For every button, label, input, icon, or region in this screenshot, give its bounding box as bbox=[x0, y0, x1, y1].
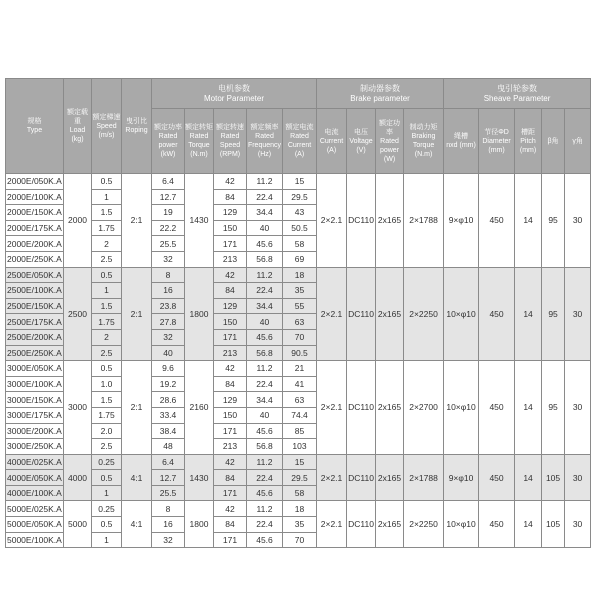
rated-frequency-cell: 22.4 bbox=[247, 517, 283, 533]
rated-torque-cell: 1430 bbox=[185, 174, 214, 268]
type-cell: 3000E/200K.A bbox=[6, 423, 64, 439]
brake-power-cell: 2x165 bbox=[376, 361, 404, 455]
rated-speed-cell: 42 bbox=[214, 454, 247, 470]
type-cell: 4000E/100K.A bbox=[6, 485, 64, 501]
rated-power-cell: 48 bbox=[152, 439, 185, 455]
rated-frequency-cell: 22.4 bbox=[247, 470, 283, 486]
rated-current-cell: 18 bbox=[283, 267, 317, 283]
speed-cell: 2 bbox=[92, 236, 122, 252]
rated-frequency-cell: 22.4 bbox=[247, 189, 283, 205]
diameter-cell: 450 bbox=[479, 267, 515, 361]
rated-frequency-cell: 11.2 bbox=[247, 267, 283, 283]
rated-speed-cell: 84 bbox=[214, 376, 247, 392]
rated-power-cell: 12.7 bbox=[152, 470, 185, 486]
rated-current-cell: 29.5 bbox=[283, 470, 317, 486]
rated-current-cell: 41 bbox=[283, 376, 317, 392]
load-cell: 3000 bbox=[64, 361, 92, 455]
roping-cell: 2:1 bbox=[122, 174, 152, 268]
header-brake-power: 额定功率 Rated power (W) bbox=[376, 109, 404, 174]
rated-current-cell: 15 bbox=[283, 174, 317, 190]
load-cell: 5000 bbox=[64, 501, 92, 548]
braking-torque-cell: 2×2250 bbox=[404, 267, 444, 361]
pitch-cell: 14 bbox=[515, 267, 542, 361]
beta-angle-cell: 95 bbox=[542, 267, 565, 361]
rated-current-cell: 63 bbox=[283, 392, 317, 408]
brake-power-cell: 2x165 bbox=[376, 454, 404, 501]
rated-power-cell: 8 bbox=[152, 501, 185, 517]
rated-power-cell: 32 bbox=[152, 532, 185, 548]
pitch-cell: 14 bbox=[515, 454, 542, 501]
rated-frequency-cell: 40 bbox=[247, 407, 283, 423]
rated-speed-cell: 84 bbox=[214, 517, 247, 533]
rated-frequency-cell: 45.6 bbox=[247, 236, 283, 252]
beta-angle-cell: 105 bbox=[542, 454, 565, 501]
rated-speed-cell: 42 bbox=[214, 267, 247, 283]
grooves-cell: 9×φ10 bbox=[444, 174, 479, 268]
pitch-cell: 14 bbox=[515, 174, 542, 268]
brake-current-cell: 2×2.1 bbox=[317, 361, 347, 455]
rated-frequency-cell: 45.6 bbox=[247, 423, 283, 439]
header-braking-torque: 制动力矩 Braking Torque (N.m) bbox=[404, 109, 444, 174]
rated-frequency-cell: 34.4 bbox=[247, 298, 283, 314]
brake-voltage-cell: DC110 bbox=[347, 454, 376, 501]
rated-power-cell: 22.2 bbox=[152, 220, 185, 236]
type-cell: 2500E/100K.A bbox=[6, 283, 64, 299]
speed-cell: 1.5 bbox=[92, 392, 122, 408]
rated-current-cell: 58 bbox=[283, 236, 317, 252]
rated-current-cell: 43 bbox=[283, 205, 317, 221]
type-cell: 5000E/050K.A bbox=[6, 517, 64, 533]
table-row bbox=[6, 501, 591, 517]
grooves-cell: 9×φ10 bbox=[444, 454, 479, 501]
header-pitch: 槽距 Pitch (mm) bbox=[515, 109, 542, 174]
brake-power-cell: 2x165 bbox=[376, 501, 404, 548]
load-cell: 4000 bbox=[64, 454, 92, 501]
rated-power-cell: 12.7 bbox=[152, 189, 185, 205]
rated-current-cell: 63 bbox=[283, 314, 317, 330]
type-cell: 2500E/150K.A bbox=[6, 298, 64, 314]
rated-current-cell: 15 bbox=[283, 454, 317, 470]
rated-power-cell: 6.4 bbox=[152, 174, 185, 190]
type-cell: 4000E/050K.A bbox=[6, 470, 64, 486]
rated-frequency-cell: 11.2 bbox=[247, 454, 283, 470]
header-brake-current: 电流 Current (A) bbox=[317, 109, 347, 174]
rated-frequency-cell: 45.6 bbox=[247, 485, 283, 501]
rated-current-cell: 21 bbox=[283, 361, 317, 377]
rated-power-cell: 27.8 bbox=[152, 314, 185, 330]
rated-power-cell: 33.4 bbox=[152, 407, 185, 423]
rated-speed-cell: 150 bbox=[214, 314, 247, 330]
brake-current-cell: 2×2.1 bbox=[317, 501, 347, 548]
brake-current-cell: 2×2.1 bbox=[317, 174, 347, 268]
type-cell: 3000E/150K.A bbox=[6, 392, 64, 408]
speed-cell: 1 bbox=[92, 283, 122, 299]
type-cell: 2500E/200K.A bbox=[6, 329, 64, 345]
header-speed: 额定梯速 Speed (m/s) bbox=[92, 79, 122, 174]
rated-torque-cell: 1800 bbox=[185, 501, 214, 548]
rated-power-cell: 32 bbox=[152, 329, 185, 345]
rated-speed-cell: 213 bbox=[214, 345, 247, 361]
rated-power-cell: 19.2 bbox=[152, 376, 185, 392]
header-rated-frequency: 额定频率 Rated Frequency (Hz) bbox=[247, 109, 283, 174]
rated-current-cell: 70 bbox=[283, 532, 317, 548]
rated-speed-cell: 150 bbox=[214, 220, 247, 236]
rated-frequency-cell: 22.4 bbox=[247, 376, 283, 392]
rated-torque-cell: 1430 bbox=[185, 454, 214, 501]
speed-cell: 1 bbox=[92, 189, 122, 205]
rated-speed-cell: 213 bbox=[214, 251, 247, 267]
rated-power-cell: 38.4 bbox=[152, 423, 185, 439]
rated-speed-cell: 213 bbox=[214, 439, 247, 455]
type-cell: 2500E/175K.A bbox=[6, 314, 64, 330]
rated-speed-cell: 150 bbox=[214, 407, 247, 423]
rated-current-cell: 50.5 bbox=[283, 220, 317, 236]
speed-cell: 1 bbox=[92, 532, 122, 548]
pitch-cell: 14 bbox=[515, 361, 542, 455]
speed-cell: 2.5 bbox=[92, 251, 122, 267]
rated-speed-cell: 42 bbox=[214, 174, 247, 190]
rated-power-cell: 25.5 bbox=[152, 485, 185, 501]
speed-cell: 0.5 bbox=[92, 361, 122, 377]
type-cell: 2500E/250K.A bbox=[6, 345, 64, 361]
diameter-cell: 450 bbox=[479, 501, 515, 548]
header-rated-torque: 额定转矩 Rated Torque (N.m) bbox=[185, 109, 214, 174]
grooves-cell: 10×φ10 bbox=[444, 267, 479, 361]
rated-speed-cell: 171 bbox=[214, 485, 247, 501]
rated-power-cell: 16 bbox=[152, 283, 185, 299]
table-row bbox=[6, 454, 591, 470]
braking-torque-cell: 2×1788 bbox=[404, 454, 444, 501]
type-cell: 2000E/250K.A bbox=[6, 251, 64, 267]
table-row bbox=[6, 361, 591, 377]
type-cell: 2000E/100K.A bbox=[6, 189, 64, 205]
rated-frequency-cell: 34.4 bbox=[247, 392, 283, 408]
rated-speed-cell: 84 bbox=[214, 283, 247, 299]
rated-speed-cell: 171 bbox=[214, 423, 247, 439]
roping-cell: 4:1 bbox=[122, 501, 152, 548]
braking-torque-cell: 2×2250 bbox=[404, 501, 444, 548]
diameter-cell: 450 bbox=[479, 174, 515, 268]
grooves-cell: 10×φ10 bbox=[444, 501, 479, 548]
brake-power-cell: 2x165 bbox=[376, 267, 404, 361]
rated-speed-cell: 42 bbox=[214, 361, 247, 377]
rated-speed-cell: 129 bbox=[214, 298, 247, 314]
braking-torque-cell: 2×1788 bbox=[404, 174, 444, 268]
brake-current-cell: 2×2.1 bbox=[317, 454, 347, 501]
rated-frequency-cell: 34.4 bbox=[247, 205, 283, 221]
speed-cell: 2.0 bbox=[92, 423, 122, 439]
header-load: 额定载重 Load (kg) bbox=[64, 79, 92, 174]
rated-speed-cell: 129 bbox=[214, 392, 247, 408]
speed-cell: 1.5 bbox=[92, 205, 122, 221]
speed-cell: 0.5 bbox=[92, 470, 122, 486]
load-cell: 2500 bbox=[64, 267, 92, 361]
rated-current-cell: 74.4 bbox=[283, 407, 317, 423]
rated-torque-cell: 1800 bbox=[185, 267, 214, 361]
rated-current-cell: 58 bbox=[283, 485, 317, 501]
rated-power-cell: 40 bbox=[152, 345, 185, 361]
rated-power-cell: 32 bbox=[152, 251, 185, 267]
rated-speed-cell: 171 bbox=[214, 329, 247, 345]
rated-current-cell: 85 bbox=[283, 423, 317, 439]
rated-power-cell: 9.6 bbox=[152, 361, 185, 377]
rated-speed-cell: 171 bbox=[214, 236, 247, 252]
speed-cell: 1.0 bbox=[92, 376, 122, 392]
rated-frequency-cell: 56.8 bbox=[247, 439, 283, 455]
spec-table-container bbox=[5, 78, 590, 548]
header-motor-group: 电机参数 Motor Parameter bbox=[152, 79, 317, 109]
rated-frequency-cell: 11.2 bbox=[247, 361, 283, 377]
rated-torque-cell: 2160 bbox=[185, 361, 214, 455]
roping-cell: 2:1 bbox=[122, 361, 152, 455]
traction-machine-spec-table bbox=[5, 78, 591, 548]
grooves-cell: 10×φ10 bbox=[444, 361, 479, 455]
gamma-angle-cell: 30 bbox=[565, 501, 591, 548]
rated-current-cell: 35 bbox=[283, 517, 317, 533]
type-cell: 3000E/050K.A bbox=[6, 361, 64, 377]
speed-cell: 1.75 bbox=[92, 314, 122, 330]
rated-speed-cell: 42 bbox=[214, 501, 247, 517]
brake-current-cell: 2×2.1 bbox=[317, 267, 347, 361]
type-cell: 4000E/025K.A bbox=[6, 454, 64, 470]
rated-current-cell: 55 bbox=[283, 298, 317, 314]
rated-current-cell: 35 bbox=[283, 283, 317, 299]
brake-power-cell: 2x165 bbox=[376, 174, 404, 268]
speed-cell: 0.5 bbox=[92, 517, 122, 533]
beta-angle-cell: 105 bbox=[542, 501, 565, 548]
rated-frequency-cell: 45.6 bbox=[247, 329, 283, 345]
brake-voltage-cell: DC110 bbox=[347, 361, 376, 455]
speed-cell: 2.5 bbox=[92, 439, 122, 455]
rated-frequency-cell: 56.8 bbox=[247, 345, 283, 361]
type-cell: 2500E/050K.A bbox=[6, 267, 64, 283]
table-row bbox=[6, 174, 591, 190]
speed-cell: 0.5 bbox=[92, 174, 122, 190]
rated-speed-cell: 84 bbox=[214, 189, 247, 205]
header-brake-voltage: 电压 Voltage (V) bbox=[347, 109, 376, 174]
gamma-angle-cell: 30 bbox=[565, 267, 591, 361]
diameter-cell: 450 bbox=[479, 454, 515, 501]
rated-frequency-cell: 40 bbox=[247, 314, 283, 330]
table-row bbox=[6, 267, 591, 283]
load-cell: 2000 bbox=[64, 174, 92, 268]
beta-angle-cell: 95 bbox=[542, 174, 565, 268]
speed-cell: 1.75 bbox=[92, 407, 122, 423]
speed-cell: 2.5 bbox=[92, 345, 122, 361]
type-cell: 2000E/050K.A bbox=[6, 174, 64, 190]
braking-torque-cell: 2×2700 bbox=[404, 361, 444, 455]
header-rated-speed: 额定转速 Rated Speed (RPM) bbox=[214, 109, 247, 174]
rated-power-cell: 25.5 bbox=[152, 236, 185, 252]
gamma-angle-cell: 30 bbox=[565, 454, 591, 501]
header-sheave-group: 曳引轮参数 Sheave Parameter bbox=[444, 79, 591, 109]
header-gamma-angle: γ角 bbox=[565, 109, 591, 174]
rated-current-cell: 90.5 bbox=[283, 345, 317, 361]
rated-current-cell: 103 bbox=[283, 439, 317, 455]
header-type: 规格 Type bbox=[6, 79, 64, 174]
type-cell: 5000E/025K.A bbox=[6, 501, 64, 517]
gamma-angle-cell: 30 bbox=[565, 361, 591, 455]
rated-power-cell: 23.8 bbox=[152, 298, 185, 314]
rated-power-cell: 19 bbox=[152, 205, 185, 221]
rated-frequency-cell: 40 bbox=[247, 220, 283, 236]
rated-frequency-cell: 56.8 bbox=[247, 251, 283, 267]
header-rated-power: 额定功率 Rated power (kW) bbox=[152, 109, 185, 174]
type-cell: 2000E/150K.A bbox=[6, 205, 64, 221]
roping-cell: 4:1 bbox=[122, 454, 152, 501]
type-cell: 3000E/100K.A bbox=[6, 376, 64, 392]
header-roping: 曳引比 Roping bbox=[122, 79, 152, 174]
rated-frequency-cell: 11.2 bbox=[247, 174, 283, 190]
brake-voltage-cell: DC110 bbox=[347, 267, 376, 361]
rated-speed-cell: 129 bbox=[214, 205, 247, 221]
gamma-angle-cell: 30 bbox=[565, 174, 591, 268]
brake-voltage-cell: DC110 bbox=[347, 501, 376, 548]
type-cell: 5000E/100K.A bbox=[6, 532, 64, 548]
header-brake-group: 制动器参数 Brake parameter bbox=[317, 79, 444, 109]
rated-power-cell: 28.6 bbox=[152, 392, 185, 408]
rated-power-cell: 8 bbox=[152, 267, 185, 283]
brake-voltage-cell: DC110 bbox=[347, 174, 376, 268]
pitch-cell: 14 bbox=[515, 501, 542, 548]
rated-power-cell: 16 bbox=[152, 517, 185, 533]
type-cell: 3000E/250K.A bbox=[6, 439, 64, 455]
roping-cell: 2:1 bbox=[122, 267, 152, 361]
rated-frequency-cell: 22.4 bbox=[247, 283, 283, 299]
header-diameter: 节径ΦD Diameter (mm) bbox=[479, 109, 515, 174]
header-grooves: 绳槽 nxd (mm) bbox=[444, 109, 479, 174]
speed-cell: 1.5 bbox=[92, 298, 122, 314]
spec-table-body bbox=[6, 174, 591, 548]
header-beta-angle: β角 bbox=[542, 109, 565, 174]
speed-cell: 2 bbox=[92, 329, 122, 345]
speed-cell: 0.5 bbox=[92, 267, 122, 283]
header-rated-current: 额定电流 Rated Current (A) bbox=[283, 109, 317, 174]
rated-frequency-cell: 11.2 bbox=[247, 501, 283, 517]
speed-cell: 1.75 bbox=[92, 220, 122, 236]
rated-speed-cell: 171 bbox=[214, 532, 247, 548]
rated-current-cell: 18 bbox=[283, 501, 317, 517]
type-cell: 3000E/175K.A bbox=[6, 407, 64, 423]
rated-power-cell: 6.4 bbox=[152, 454, 185, 470]
speed-cell: 0.25 bbox=[92, 501, 122, 517]
diameter-cell: 450 bbox=[479, 361, 515, 455]
speed-cell: 0.25 bbox=[92, 454, 122, 470]
rated-current-cell: 69 bbox=[283, 251, 317, 267]
rated-speed-cell: 84 bbox=[214, 470, 247, 486]
type-cell: 2000E/175K.A bbox=[6, 220, 64, 236]
type-cell: 2000E/200K.A bbox=[6, 236, 64, 252]
beta-angle-cell: 95 bbox=[542, 361, 565, 455]
rated-current-cell: 70 bbox=[283, 329, 317, 345]
rated-frequency-cell: 45.6 bbox=[247, 532, 283, 548]
rated-current-cell: 29.5 bbox=[283, 189, 317, 205]
speed-cell: 1 bbox=[92, 485, 122, 501]
